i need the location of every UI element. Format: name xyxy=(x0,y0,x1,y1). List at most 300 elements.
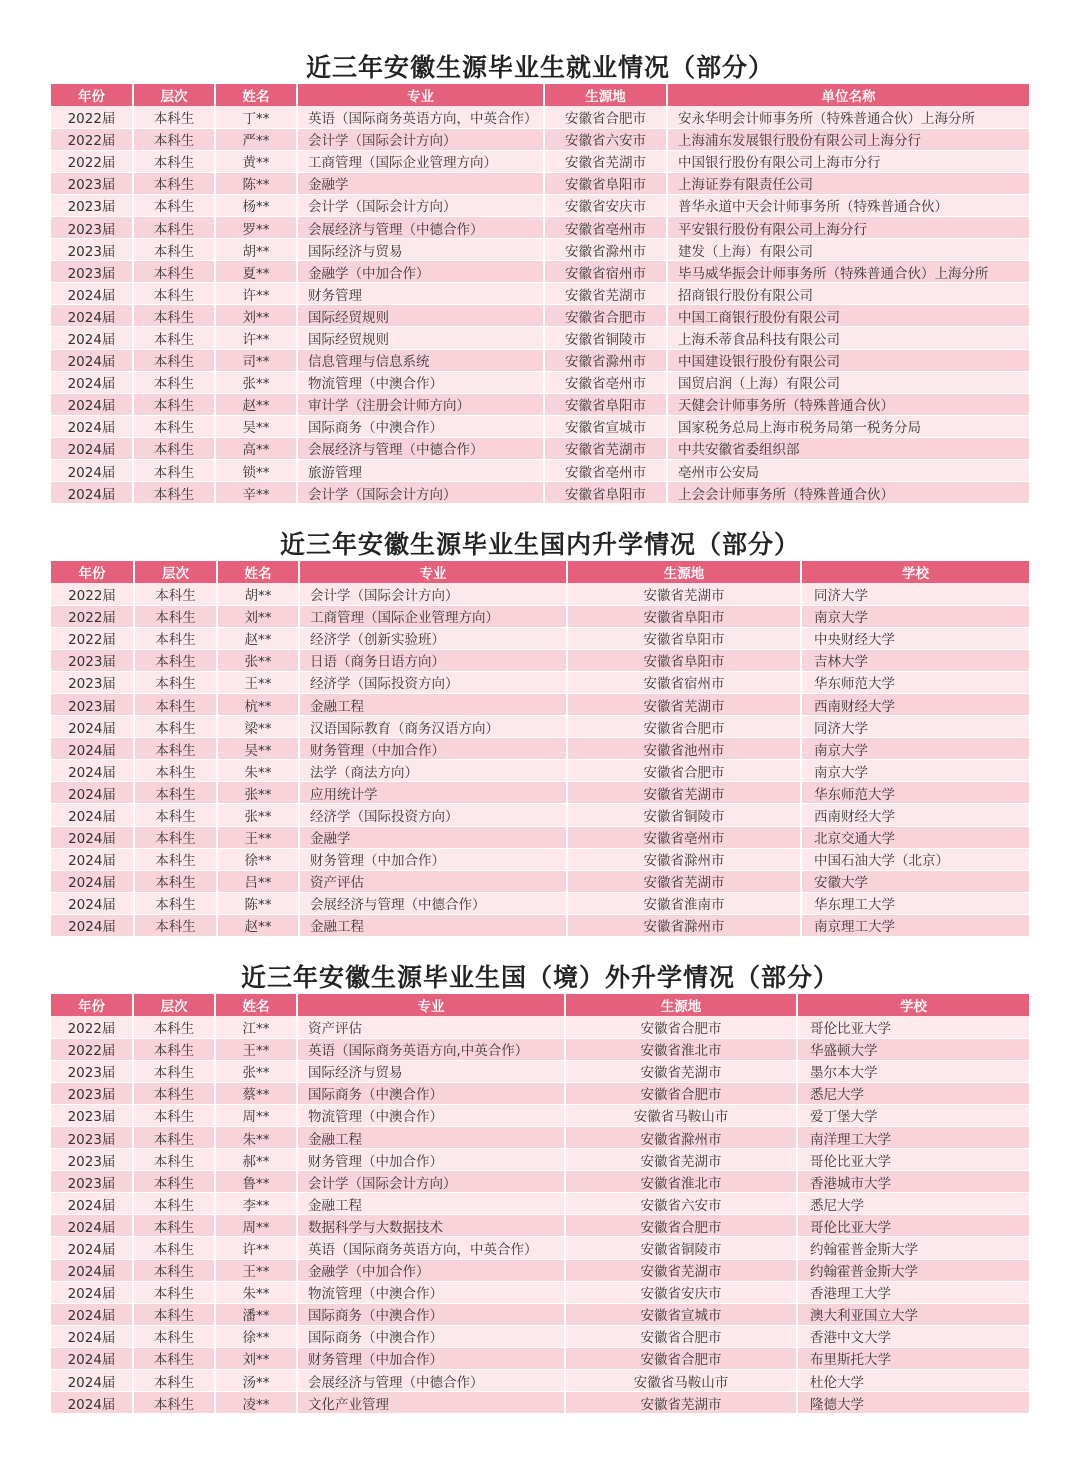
column-header-destination: 学校 xyxy=(801,561,1029,583)
level-cell: 本科生 xyxy=(133,349,215,371)
year-cell: 2024届 xyxy=(51,460,133,482)
table-row xyxy=(51,1325,1029,1347)
destination-cell: 普华永道中天会计师事务所（特殊普通合伙） xyxy=(667,194,1029,216)
destination-cell: 天健会计师事务所（特殊普通合伙） xyxy=(667,393,1029,415)
column-header-level: 层次 xyxy=(133,994,215,1016)
origin-cell: 安徽省阜阳市 xyxy=(544,482,667,504)
level-cell: 本科生 xyxy=(133,1038,215,1060)
overseas-study-title: 近三年安徽生源毕业生国（境）外升学情况（部分） xyxy=(240,963,839,992)
level-cell: 本科生 xyxy=(134,892,217,914)
year-cell: 2024届 xyxy=(51,415,133,437)
destination-cell: 南洋理工大学 xyxy=(797,1126,1029,1148)
destination-cell: 杜伦大学 xyxy=(797,1370,1029,1392)
name-cell: 凌** xyxy=(215,1392,297,1414)
domestic-study-table-body xyxy=(51,583,1029,937)
level-cell: 本科生 xyxy=(133,305,215,327)
level-cell: 本科生 xyxy=(134,870,217,892)
origin-cell: 安徽省亳州市 xyxy=(544,460,667,482)
table-row xyxy=(51,1347,1029,1369)
origin-cell: 安徽省马鞍山市 xyxy=(565,1104,797,1126)
table-row xyxy=(51,327,1029,349)
major-cell: 法学（商法方向） xyxy=(299,760,567,782)
table-row xyxy=(51,649,1029,671)
destination-cell: 北京交通大学 xyxy=(801,826,1029,848)
table-row xyxy=(51,1038,1029,1060)
table-row xyxy=(51,1281,1029,1303)
level-cell: 本科生 xyxy=(133,460,215,482)
name-cell: 高** xyxy=(215,437,297,459)
origin-cell: 安徽省亳州市 xyxy=(567,826,801,848)
origin-cell: 安徽省滁州市 xyxy=(544,239,667,261)
level-cell: 本科生 xyxy=(133,1325,215,1347)
table-row xyxy=(51,782,1029,804)
destination-cell: 约翰霍普金斯大学 xyxy=(797,1237,1029,1259)
table-row xyxy=(51,826,1029,848)
major-cell: 资产评估 xyxy=(297,1016,565,1038)
major-cell: 英语（国际商务英语方向，中英合作） xyxy=(297,1237,565,1259)
name-cell: 朱** xyxy=(217,760,299,782)
table-row xyxy=(51,914,1029,936)
major-cell: 金融学（中加合作） xyxy=(297,1259,565,1281)
overseas-study-table-body xyxy=(51,1016,1029,1414)
table-row xyxy=(51,1392,1029,1414)
origin-cell: 安徽省芜湖市 xyxy=(565,1060,797,1082)
major-cell: 会计学（国际会计方向） xyxy=(297,194,544,216)
year-cell: 2024届 xyxy=(51,892,134,914)
name-cell: 严** xyxy=(215,128,297,150)
year-cell: 2024届 xyxy=(51,1237,133,1259)
level-cell: 本科生 xyxy=(133,1060,215,1082)
level-cell: 本科生 xyxy=(133,283,215,305)
level-cell: 本科生 xyxy=(133,482,215,504)
level-cell: 本科生 xyxy=(133,239,215,261)
major-cell: 国际商务（中澳合作） xyxy=(297,1325,565,1347)
destination-cell: 毕马威华振会计师事务所（特殊普通合伙）上海分所 xyxy=(667,261,1029,283)
major-cell: 工商管理（国际企业管理方向） xyxy=(297,150,544,172)
origin-cell: 安徽省合肥市 xyxy=(565,1325,797,1347)
level-cell: 本科生 xyxy=(133,194,215,216)
year-cell: 2023届 xyxy=(51,1060,133,1082)
level-cell: 本科生 xyxy=(133,1259,215,1281)
employment-table-body xyxy=(51,106,1029,504)
name-cell: 徐** xyxy=(217,848,299,870)
origin-cell: 安徽省芜湖市 xyxy=(544,437,667,459)
origin-cell: 安徽省滁州市 xyxy=(544,349,667,371)
name-cell: 王** xyxy=(217,671,299,693)
name-cell: 许** xyxy=(215,1237,297,1259)
name-cell: 赵** xyxy=(215,393,297,415)
level-cell: 本科生 xyxy=(133,1104,215,1126)
origin-cell: 安徽省阜阳市 xyxy=(544,393,667,415)
major-cell: 经济学（创新实验班） xyxy=(299,627,567,649)
year-cell: 2024届 xyxy=(51,393,133,415)
level-cell: 本科生 xyxy=(134,671,217,693)
level-cell: 本科生 xyxy=(133,1171,215,1193)
major-cell: 信息管理与信息系统 xyxy=(297,349,544,371)
year-cell: 2024届 xyxy=(51,1347,133,1369)
origin-cell: 安徽省淮北市 xyxy=(565,1171,797,1193)
destination-cell: 南京大学 xyxy=(801,760,1029,782)
table-row xyxy=(51,1082,1029,1104)
name-cell: 刘** xyxy=(215,305,297,327)
year-cell: 2024届 xyxy=(51,437,133,459)
origin-cell: 安徽省铜陵市 xyxy=(567,804,801,826)
year-cell: 2023届 xyxy=(51,1171,133,1193)
origin-cell: 安徽省合肥市 xyxy=(544,305,667,327)
destination-cell: 华盛顿大学 xyxy=(797,1038,1029,1060)
table-row xyxy=(51,804,1029,826)
destination-cell: 平安银行股份有限公司上海分行 xyxy=(667,216,1029,238)
table-row xyxy=(51,870,1029,892)
table-row xyxy=(51,1060,1029,1082)
level-cell: 本科生 xyxy=(134,804,217,826)
table-row xyxy=(51,437,1029,459)
destination-cell: 同济大学 xyxy=(801,716,1029,738)
major-cell: 会展经济与管理（中德合作） xyxy=(297,1370,565,1392)
name-cell: 王** xyxy=(215,1038,297,1060)
major-cell: 会计学（国际会计方向） xyxy=(297,482,544,504)
destination-cell: 澳大利亚国立大学 xyxy=(797,1303,1029,1325)
destination-cell: 哥伦比亚大学 xyxy=(797,1149,1029,1171)
destination-cell: 香港中文大学 xyxy=(797,1325,1029,1347)
level-cell: 本科生 xyxy=(133,1193,215,1215)
destination-cell: 上海浦东发展银行股份有限公司上海分行 xyxy=(667,128,1029,150)
major-cell: 物流管理（中澳合作） xyxy=(297,1104,565,1126)
table-row xyxy=(51,239,1029,261)
origin-cell: 安徽省宣城市 xyxy=(565,1303,797,1325)
year-cell: 2023届 xyxy=(51,671,134,693)
major-cell: 经济学（国际投资方向） xyxy=(299,804,567,826)
major-cell: 文化产业管理 xyxy=(297,1392,565,1414)
level-cell: 本科生 xyxy=(133,1370,215,1392)
level-cell: 本科生 xyxy=(133,437,215,459)
table-row xyxy=(51,1259,1029,1281)
origin-cell: 安徽省芜湖市 xyxy=(565,1259,797,1281)
table-row xyxy=(51,1149,1029,1171)
table-row xyxy=(51,1193,1029,1215)
name-cell: 陈** xyxy=(215,172,297,194)
origin-cell: 安徽省合肥市 xyxy=(565,1016,797,1038)
domestic-study-title: 近三年安徽生源毕业生国内升学情况（部分） xyxy=(279,530,800,559)
name-cell: 李** xyxy=(215,1193,297,1215)
origin-cell: 安徽省芜湖市 xyxy=(567,693,801,715)
destination-cell: 上会会计师事务所（特殊普通合伙） xyxy=(667,482,1029,504)
name-cell: 蔡** xyxy=(215,1082,297,1104)
destination-cell: 悉尼大学 xyxy=(797,1193,1029,1215)
destination-cell: 安永华明会计师事务所（特殊普通合伙）上海分所 xyxy=(667,106,1029,128)
year-cell: 2022届 xyxy=(51,1016,133,1038)
year-cell: 2024届 xyxy=(51,305,133,327)
table-row xyxy=(51,1237,1029,1259)
destination-cell: 国家税务总局上海市税务局第一税务分局 xyxy=(667,415,1029,437)
level-cell: 本科生 xyxy=(133,216,215,238)
destination-cell: 哥伦比亚大学 xyxy=(797,1215,1029,1237)
destination-cell: 悉尼大学 xyxy=(797,1082,1029,1104)
name-cell: 鲁** xyxy=(215,1171,297,1193)
level-cell: 本科生 xyxy=(133,261,215,283)
level-cell: 本科生 xyxy=(133,1126,215,1148)
name-cell: 江** xyxy=(215,1016,297,1038)
major-cell: 英语（国际商务英语方向，中英合作） xyxy=(297,106,544,128)
name-cell: 郝** xyxy=(215,1149,297,1171)
origin-cell: 安徽省亳州市 xyxy=(544,216,667,238)
table-row xyxy=(51,415,1029,437)
name-cell: 许** xyxy=(215,327,297,349)
origin-cell: 安徽省滁州市 xyxy=(567,848,801,870)
table-row xyxy=(51,150,1029,172)
year-cell: 2022届 xyxy=(51,128,133,150)
column-header-name: 姓名 xyxy=(215,994,297,1016)
table-row xyxy=(51,106,1029,128)
name-cell: 汤** xyxy=(215,1370,297,1392)
major-cell: 汉语国际教育（商务汉语方向） xyxy=(299,716,567,738)
origin-cell: 安徽省亳州市 xyxy=(544,371,667,393)
origin-cell: 安徽省淮南市 xyxy=(567,892,801,914)
column-header-major: 专业 xyxy=(297,84,544,106)
table-row xyxy=(51,460,1029,482)
name-cell: 张** xyxy=(217,782,299,804)
name-cell: 王** xyxy=(215,1259,297,1281)
origin-cell: 安徽省芜湖市 xyxy=(565,1392,797,1414)
level-cell: 本科生 xyxy=(133,1303,215,1325)
major-cell: 财务管理 xyxy=(297,283,544,305)
name-cell: 赵** xyxy=(217,914,299,936)
destination-cell: 华东师范大学 xyxy=(801,782,1029,804)
level-cell: 本科生 xyxy=(134,716,217,738)
destination-cell: 吉林大学 xyxy=(801,649,1029,671)
name-cell: 夏** xyxy=(215,261,297,283)
origin-cell: 安徽省宣城市 xyxy=(544,415,667,437)
major-cell: 物流管理（中澳合作） xyxy=(297,1281,565,1303)
destination-cell: 南京大学 xyxy=(801,605,1029,627)
destination-cell: 南京理工大学 xyxy=(801,914,1029,936)
level-cell: 本科生 xyxy=(134,760,217,782)
year-cell: 2023届 xyxy=(51,1149,133,1171)
year-cell: 2024届 xyxy=(51,371,133,393)
major-cell: 物流管理（中澳合作） xyxy=(297,371,544,393)
table-header-row xyxy=(51,994,1029,1016)
major-cell: 国际商务（中澳合作） xyxy=(297,415,544,437)
origin-cell: 安徽省合肥市 xyxy=(565,1082,797,1104)
column-header-level: 层次 xyxy=(134,561,217,583)
major-cell: 数据科学与大数据技术 xyxy=(297,1215,565,1237)
destination-cell: 爱丁堡大学 xyxy=(797,1104,1029,1126)
name-cell: 张** xyxy=(215,1060,297,1082)
table-row xyxy=(51,716,1029,738)
year-cell: 2024届 xyxy=(51,848,134,870)
column-header-level: 层次 xyxy=(133,84,215,106)
name-cell: 张** xyxy=(215,371,297,393)
year-cell: 2023届 xyxy=(51,172,133,194)
name-cell: 陈** xyxy=(217,892,299,914)
year-cell: 2024届 xyxy=(51,1215,133,1237)
year-cell: 2023届 xyxy=(51,1104,133,1126)
origin-cell: 安徽省六安市 xyxy=(544,128,667,150)
column-header-origin: 生源地 xyxy=(567,561,801,583)
name-cell: 刘** xyxy=(215,1347,297,1369)
destination-cell: 西南财经大学 xyxy=(801,693,1029,715)
origin-cell: 安徽省铜陵市 xyxy=(544,327,667,349)
year-cell: 2023届 xyxy=(51,1126,133,1148)
major-cell: 会计学（国际会计方向） xyxy=(299,583,567,605)
year-cell: 2022届 xyxy=(51,150,133,172)
major-cell: 会展经济与管理（中德合作） xyxy=(297,437,544,459)
origin-cell: 安徽省阜阳市 xyxy=(567,627,801,649)
origin-cell: 安徽省合肥市 xyxy=(567,716,801,738)
year-cell: 2024届 xyxy=(51,782,134,804)
table-row xyxy=(51,892,1029,914)
destination-cell: 亳州市公安局 xyxy=(667,460,1029,482)
major-cell: 工商管理（国际企业管理方向） xyxy=(299,605,567,627)
destination-cell: 哥伦比亚大学 xyxy=(797,1016,1029,1038)
destination-cell: 华东理工大学 xyxy=(801,892,1029,914)
column-header-name: 姓名 xyxy=(217,561,299,583)
name-cell: 锁** xyxy=(215,460,297,482)
destination-cell: 招商银行股份有限公司 xyxy=(667,283,1029,305)
name-cell: 潘** xyxy=(215,1303,297,1325)
table-header-row xyxy=(51,561,1029,583)
major-cell: 旅游管理 xyxy=(297,460,544,482)
level-cell: 本科生 xyxy=(134,605,217,627)
column-header-destination: 单位名称 xyxy=(667,84,1029,106)
column-header-major: 专业 xyxy=(297,994,565,1016)
major-cell: 金融工程 xyxy=(297,1126,565,1148)
year-cell: 2022届 xyxy=(51,627,134,649)
name-cell: 徐** xyxy=(215,1325,297,1347)
table-row xyxy=(51,1303,1029,1325)
origin-cell: 安徽省阜阳市 xyxy=(544,172,667,194)
name-cell: 张** xyxy=(217,649,299,671)
origin-cell: 安徽省池州市 xyxy=(567,738,801,760)
table-row xyxy=(51,848,1029,870)
table-row xyxy=(51,1370,1029,1392)
origin-cell: 安徽省安庆市 xyxy=(544,194,667,216)
destination-cell: 墨尔本大学 xyxy=(797,1060,1029,1082)
column-header-name: 姓名 xyxy=(215,84,297,106)
table-row xyxy=(51,482,1029,504)
level-cell: 本科生 xyxy=(133,1215,215,1237)
table-row xyxy=(51,671,1029,693)
year-cell: 2022届 xyxy=(51,1038,133,1060)
major-cell: 财务管理（中加合作） xyxy=(299,738,567,760)
table-row xyxy=(51,1104,1029,1126)
major-cell: 会计学（国际会计方向） xyxy=(297,128,544,150)
major-cell: 国际商务（中澳合作） xyxy=(297,1303,565,1325)
level-cell: 本科生 xyxy=(133,128,215,150)
name-cell: 朱** xyxy=(215,1281,297,1303)
level-cell: 本科生 xyxy=(133,1281,215,1303)
year-cell: 2024届 xyxy=(51,1370,133,1392)
level-cell: 本科生 xyxy=(133,150,215,172)
origin-cell: 安徽省宿州市 xyxy=(567,671,801,693)
year-cell: 2024届 xyxy=(51,1281,133,1303)
origin-cell: 安徽省芜湖市 xyxy=(544,283,667,305)
year-cell: 2022届 xyxy=(51,605,134,627)
level-cell: 本科生 xyxy=(133,1149,215,1171)
year-cell: 2024届 xyxy=(51,1325,133,1347)
name-cell: 丁** xyxy=(215,106,297,128)
name-cell: 杨** xyxy=(215,194,297,216)
year-cell: 2024届 xyxy=(51,1193,133,1215)
table-header-row xyxy=(51,84,1029,106)
major-cell: 国际经贸规则 xyxy=(297,327,544,349)
origin-cell: 安徽省淮北市 xyxy=(565,1038,797,1060)
table-row xyxy=(51,760,1029,782)
year-cell: 2024届 xyxy=(51,716,134,738)
table-row xyxy=(51,261,1029,283)
level-cell: 本科生 xyxy=(133,1016,215,1038)
year-cell: 2024届 xyxy=(51,349,133,371)
name-cell: 吕** xyxy=(217,870,299,892)
table-row xyxy=(51,194,1029,216)
name-cell: 周** xyxy=(215,1215,297,1237)
name-cell: 胡** xyxy=(215,239,297,261)
year-cell: 2023届 xyxy=(51,1082,133,1104)
level-cell: 本科生 xyxy=(133,1347,215,1369)
year-cell: 2023届 xyxy=(51,239,133,261)
year-cell: 2024届 xyxy=(51,738,134,760)
level-cell: 本科生 xyxy=(134,649,217,671)
year-cell: 2024届 xyxy=(51,870,134,892)
year-cell: 2023届 xyxy=(51,261,133,283)
name-cell: 赵** xyxy=(217,627,299,649)
level-cell: 本科生 xyxy=(134,826,217,848)
year-cell: 2022届 xyxy=(51,583,134,605)
destination-cell: 上海禾蒂食品科技有限公司 xyxy=(667,327,1029,349)
level-cell: 本科生 xyxy=(133,393,215,415)
origin-cell: 安徽省宿州市 xyxy=(544,261,667,283)
name-cell: 刘** xyxy=(217,605,299,627)
table-row xyxy=(51,128,1029,150)
column-header-year: 年份 xyxy=(51,561,134,583)
year-cell: 2024届 xyxy=(51,760,134,782)
name-cell: 朱** xyxy=(215,1126,297,1148)
origin-cell: 安徽省合肥市 xyxy=(567,760,801,782)
destination-cell: 香港城市大学 xyxy=(797,1171,1029,1193)
major-cell: 财务管理（中加合作） xyxy=(297,1347,565,1369)
table-row xyxy=(51,283,1029,305)
name-cell: 辛** xyxy=(215,482,297,504)
destination-cell: 建发（上海）有限公司 xyxy=(667,239,1029,261)
year-cell: 2023届 xyxy=(51,693,134,715)
column-header-major: 专业 xyxy=(299,561,567,583)
origin-cell: 安徽省合肥市 xyxy=(565,1347,797,1369)
level-cell: 本科生 xyxy=(134,848,217,870)
year-cell: 2024届 xyxy=(51,327,133,349)
destination-cell: 隆德大学 xyxy=(797,1392,1029,1414)
column-header-year: 年份 xyxy=(51,84,133,106)
major-cell: 会展经济与管理（中德合作） xyxy=(299,892,567,914)
destination-cell: 中国建设银行股份有限公司 xyxy=(667,349,1029,371)
table-row xyxy=(51,1215,1029,1237)
name-cell: 杭** xyxy=(217,693,299,715)
destination-cell: 香港理工大学 xyxy=(797,1281,1029,1303)
table-row xyxy=(51,172,1029,194)
major-cell: 应用统计学 xyxy=(299,782,567,804)
destination-cell: 约翰霍普金斯大学 xyxy=(797,1259,1029,1281)
major-cell: 会计学（国际会计方向） xyxy=(297,1171,565,1193)
year-cell: 2024届 xyxy=(51,1259,133,1281)
table-row xyxy=(51,216,1029,238)
destination-cell: 同济大学 xyxy=(801,583,1029,605)
destination-cell: 中国银行股份有限公司上海市分行 xyxy=(667,150,1029,172)
level-cell: 本科生 xyxy=(133,1237,215,1259)
overseas-study-table xyxy=(51,994,1029,1414)
table-row xyxy=(51,1171,1029,1193)
level-cell: 本科生 xyxy=(133,172,215,194)
domestic-study-table xyxy=(51,561,1029,937)
table-row xyxy=(51,627,1029,649)
